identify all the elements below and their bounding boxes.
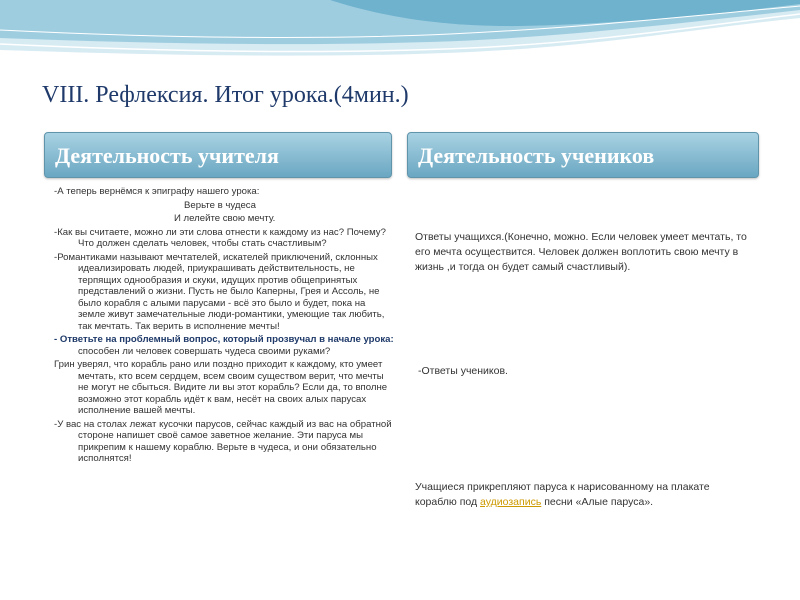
teacher-activity-text — [54, 186, 394, 467]
epigraph-intro: -А теперь вернёмся к эпиграфу нашего урока: — [54, 186, 260, 197]
epigraph-line-2: И лелейте свою мечту. — [174, 213, 276, 224]
decorative-wave-banner — [0, 0, 800, 70]
teacher-romantics-paragraph: -Романтиками называют мечтателей, искателей приключений, склонных идеализировать людей, приукрашивать действительность, не терпящих однообразия и скуки, идущих против общепринятых представлений о жизни. Пусть не было Каперны, Грея и Ассоль, не было корабля с алыми парусами - всё это было и будет, пока на земле живут замечательные люди-романтики, умеющие так любить, так мечтать. Так верить в исполнение мечты! — [54, 251, 385, 332]
epigraph-line-1: Верьте в чудеса — [184, 199, 256, 211]
teacher-problem-question — [54, 334, 394, 357]
student-answer-1: Ответы учащихся.(Конечно, можно. Если человек умеет мечтать, то его мечта осуществится. Человек должен воплотить свою мечту в жизнь ,и тогда он будет самый счастливый). — [415, 231, 747, 273]
teacher-activity-header: Деятельность учителя — [44, 132, 392, 178]
student-answer-3-end: песни «Алые паруса». — [541, 496, 654, 508]
teacher-grin-paragraph: Грин уверял, что корабль рано или поздно приходит к каждому, кто умеет мечтать, кто всем сердцем, всем своим существом верит, что мечты не могут не сбыться. Видите ли вы этот корабль? Если да, то вполне возможно этот корабль идёт к вам, несёт на своих алых парусах исполнение вашей мечты. — [54, 359, 388, 416]
student-answer-3 — [415, 480, 750, 510]
slide-title: VIII. Рефлексия. Итог урока.(4мин.) — [42, 82, 409, 108]
teacher-question-happiness: -Как вы считаете, можно ли эти слова отнести к каждому из нас? Почему? Что должен сделать человек, чтобы стать счастливым? — [54, 226, 386, 249]
audio-recording-link[interactable]: аудиозапись — [480, 496, 542, 508]
problem-question-bold: - Ответьте на проблемный вопрос, который прозвучал в начале урока: — [54, 334, 394, 345]
teacher-sails-paragraph: -У вас на столах лежат кусочки парусов, сейчас каждый из вас на обратной стороне напишет своё самое заветное желание. Эти паруса мы прикрепим к нашему кораблю. Верьте в чудеса, и они обязательно исполнятся! — [54, 418, 392, 464]
student-activity-header: Деятельность учеников — [407, 132, 759, 178]
student-answer-2: -Ответы учеников. — [418, 365, 508, 377]
problem-question-rest: способен ли человек совершать чудеса своими руками? — [78, 345, 331, 357]
student-answer-3-start: Учащиеся прикрепляют паруса к нарисованному на плакате кораблю под — [415, 481, 710, 508]
